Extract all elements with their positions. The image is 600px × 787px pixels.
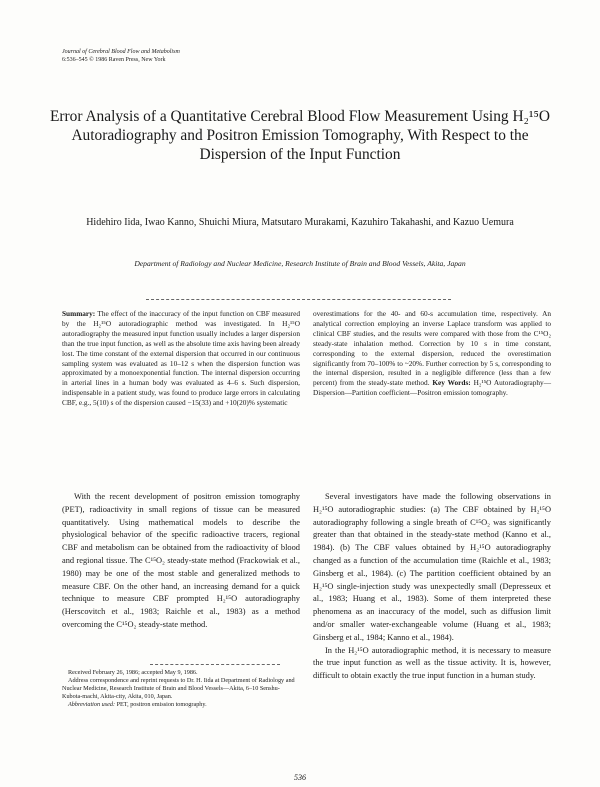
abstract-right-column xyxy=(313,309,551,398)
article-title: Error Analysis of a Quantitative Cerebral Blood Flow Measurement Using H₂¹⁵O Autoradiography and Positron Emission Tomography, With Respect to the Dispersion of the Input Function xyxy=(49,108,551,163)
keywords-label: Key Words: xyxy=(432,378,471,388)
body-paragraph-input-function: In the H₂¹⁵O autoradiographic method, it is necessary to measure the true input function as well as the tissue activity. It is, however, difficult to obtain exactly the true input function in a human study. xyxy=(313,645,551,681)
body-left-column xyxy=(62,491,300,632)
author-list: Hidehiro Iida, Iwao Kanno, Shuichi Miura, Matsutaro Murakami, Kazuhiro Takahashi, and Kazuo Uemura xyxy=(86,217,514,228)
footnote-abbrev-label: Abbreviation used: xyxy=(68,701,116,709)
journal-citation: 6:536–545 © 1986 Raven Press, New York xyxy=(62,57,166,63)
keywords-text: H₂¹⁵O Autoradiography—Dispersion—Partition coefficient—Positron emission tomography. xyxy=(313,378,551,398)
affiliation: Department of Radiology and Nuclear Medicine, Research Institute of Brain and Blood Vessels, Akita, Japan xyxy=(134,259,466,268)
journal-header xyxy=(62,48,180,64)
footnote-address: Address correspondence and reprint requests to Dr. H. Iida at Department of Radiology and Nuclear Medicine, Research Institute of Brain and Blood Vessels—Akita, 6–10 Senshu-Kubota-machi, Akita-city, Akita, 010, Japan. xyxy=(62,677,295,701)
journal-name: Journal of Cerebral Blood Flow and Metabolism xyxy=(62,49,180,55)
abstract-label: Summary: xyxy=(62,309,96,318)
footnote-rule xyxy=(150,664,280,665)
footnote-abbrev: PET, positron emission tomography. xyxy=(116,701,207,709)
body-paragraph-observations: Several investigators have made the following observations in H₂¹⁵O autoradiographic studies: (a) The CBF obtained by H₂¹⁵O autoradiography following a single breath of C¹⁵O₂ was significantly greater than that obtained in the steady-state method (Kanno et al., 1984). (b) The CBF values obtained by H₂¹⁵O autoradiography changed as a function of the accumulation time (Raichle et al., 1983; Ginsberg et al., 1984). (c) The partition coefficient obtained by an H₂¹⁵O single-injection study was unexpectedly small (Depresseux et al., 1983; Huang et al., 1983). Some of them interpreted these phenomena as an inaccuracy of the model, such as diffusion limit and/or smaller water-exchangeable volume (Huang et al., 1983; Ginsberg et al., 1984; Kanno et al., 1984). xyxy=(313,492,551,642)
body-paragraph-intro: With the recent development of positron emission tomography (PET), radioactivity in small regions of tissue can be measured quantitatively. Using mathematical models to describe the physiological behavior of the specific radioactive tracers, regional CBF and metabolism can be obtained from the radioactivity of blood and regional tissue. The C¹⁵O₂ steady-state method (Frackowiak et al., 1980) may be one of the most stable and generalized methods to measure CBF. On the other hand, an increasing demand for a quick technique to measure CBF prompted H₂¹⁵O autoradiography (Herscovitch et al., 1983; Raichle et al., 1983) as a method overcoming the C¹⁵O₂ steady-state method. xyxy=(62,492,300,629)
body-right-column xyxy=(313,491,551,683)
footnote xyxy=(62,669,300,709)
abstract-text-left: The effect of the inaccuracy of the input function on CBF measured by the H₂¹⁵O autoradiographic method was investigated. In H₂¹⁵O autoradiography the measured input function usually includes a larger dispersion than the true input function, as well as the absolute time axis having been already lost. The time constant of the external dispersion that occurred in our continuous sampling system was evaluated as 10–12 s when the dispersion function was approximated by a monoexponential function. The internal dispersion occurring in arterial lines in a human body was evaluated as 4–6 s. Such dispersion, indispensable in a patient study, was found to produce large errors in calculating CBF, e.g., 5(10) s of the dispersion caused −15(33) and +10(20)% systematic xyxy=(62,309,301,408)
abstract-top-rule xyxy=(146,299,451,300)
abstract-text-right: overestimations for the 40- and 60-s accumulation time, respectively. An analytical correction employing an inverse Laplace transform was applied to clinical CBF studies, and the results were compared with those from the C¹⁵O₂ steady-state inhalation method. Correction by 10 s in time constant, corresponding to the external dispersion, reduced the overestimation significantly from 70–100% to ~20%. Further correction by 5 s, corresponding to the internal dispersion, resulted in a negligible difference (less than a few percent) from the steady-state method. xyxy=(313,309,551,388)
abstract-left-column xyxy=(62,309,300,408)
footnote-received: Received February 26, 1986; accepted May 9, 1986. xyxy=(68,669,198,676)
page-number: 536 xyxy=(294,773,306,782)
